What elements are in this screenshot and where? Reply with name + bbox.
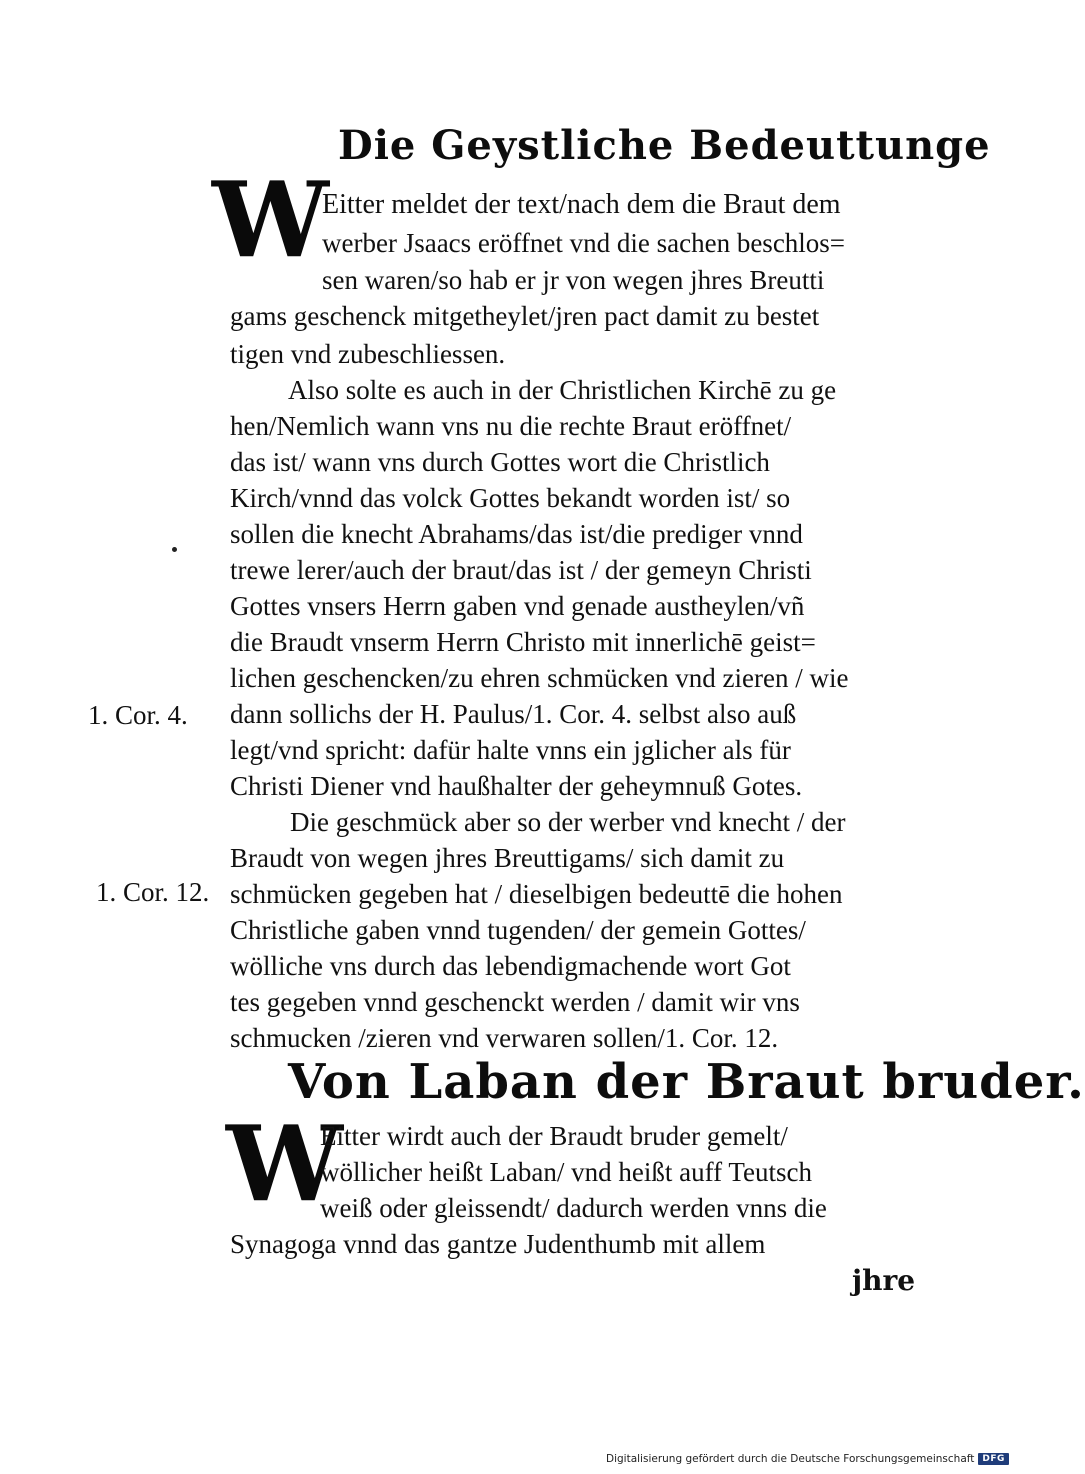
text-line: Die geschmück aber so der werber vnd knecht / der bbox=[290, 807, 846, 837]
text-line: schmucken /zieren vnd verwaren sollen/1. Cor. 12. bbox=[230, 1023, 779, 1053]
text-line: Gottes vnsers Herrn gaben vnd genade austheylen/vñ bbox=[230, 591, 805, 621]
footer-text: Digitalisierung gefördert durch die Deutsche Forschungsgemeinschaft bbox=[606, 1453, 975, 1465]
text-line: Eitter wirdt auch der Braudt bruder gemelt/ bbox=[320, 1121, 788, 1151]
text-line: Also solte es auch in der Christlichen Kirchē zu ge bbox=[288, 375, 837, 405]
text-line: sollen die knecht Abrahams/das ist/die prediger vnnd bbox=[230, 519, 803, 549]
text-line: trewe lerer/auch der braut/das ist / der gemeyn Christi bbox=[230, 555, 812, 585]
text-line: tes gegeben vnnd geschenckt werden / damit wir vns bbox=[230, 987, 800, 1017]
marginal-reference: 1. Cor. 12. bbox=[96, 877, 210, 907]
marginal-reference: 1. Cor. 4. bbox=[88, 700, 188, 730]
text-line: Christi Diener vnd haußhalter der geheymnuß Gotes. bbox=[230, 771, 803, 801]
section-heading: Die Geystliche Bedeuttunge bbox=[338, 122, 991, 169]
text-line: wöllicher heißt Laban/ vnd heißt auff Teutsch bbox=[320, 1157, 812, 1187]
text-line: weiß oder gleissendt/ dadurch werden vnns die bbox=[320, 1193, 827, 1223]
text-line: lichen geschencken/zu ehren schmücken vnd zieren / wie bbox=[230, 663, 849, 693]
text-line: das ist/ wann vns durch Gottes wort die Christlich bbox=[230, 447, 770, 477]
text-line: die Braudt vnserm Herrn Christo mit innerlichē geist= bbox=[230, 627, 816, 657]
margin-mark bbox=[172, 547, 177, 552]
text-line: gams geschenck mitgetheylet/jren pact damit zu bestet bbox=[230, 301, 820, 331]
text-line: wölliche vns durch das lebendigmachende wort Got bbox=[230, 951, 791, 981]
text-line: schmücken gegeben hat / dieselbigen bedeuttē die hohen bbox=[230, 879, 843, 909]
text-line: dann sollichs der H. Paulus/1. Cor. 4. selbst also auß bbox=[230, 699, 797, 729]
drop-capital: W bbox=[212, 158, 329, 281]
catchword: jhre bbox=[852, 1264, 916, 1297]
text-line: legt/vnd spricht: dafür halte vnns ein jglicher als für bbox=[230, 735, 791, 765]
text-line: Braudt von wegen jhres Breuttigams/ sich damit zu bbox=[230, 843, 785, 873]
text-line: Eitter meldet der text/nach dem die Braut dem bbox=[322, 189, 841, 220]
text-line: werber Jsaacs eröffnet vnd die sachen beschlos= bbox=[322, 228, 846, 258]
text-line: Christliche gaben vnnd tugenden/ der gemein Gottes/ bbox=[230, 915, 806, 945]
section-heading: Von Laban der Braut bruder. bbox=[288, 1054, 1085, 1110]
funding-footer bbox=[606, 1453, 1009, 1465]
text-line: tigen vnd zubeschliessen. bbox=[230, 339, 506, 369]
text-line: Synagoga vnnd das gantze Judenthumb mit allem bbox=[230, 1229, 766, 1259]
dfg-logo: DFG bbox=[978, 1453, 1009, 1465]
text-line: hen/Nemlich wann vns nu die rechte Braut eröffnet/ bbox=[230, 411, 792, 441]
text-line: Kirch/vnnd das volck Gottes bekandt worden ist/ so bbox=[230, 483, 791, 513]
drop-capital: W bbox=[226, 1102, 343, 1225]
text-line: sen waren/so hab er jr von wegen jhres Breutti bbox=[322, 265, 825, 295]
